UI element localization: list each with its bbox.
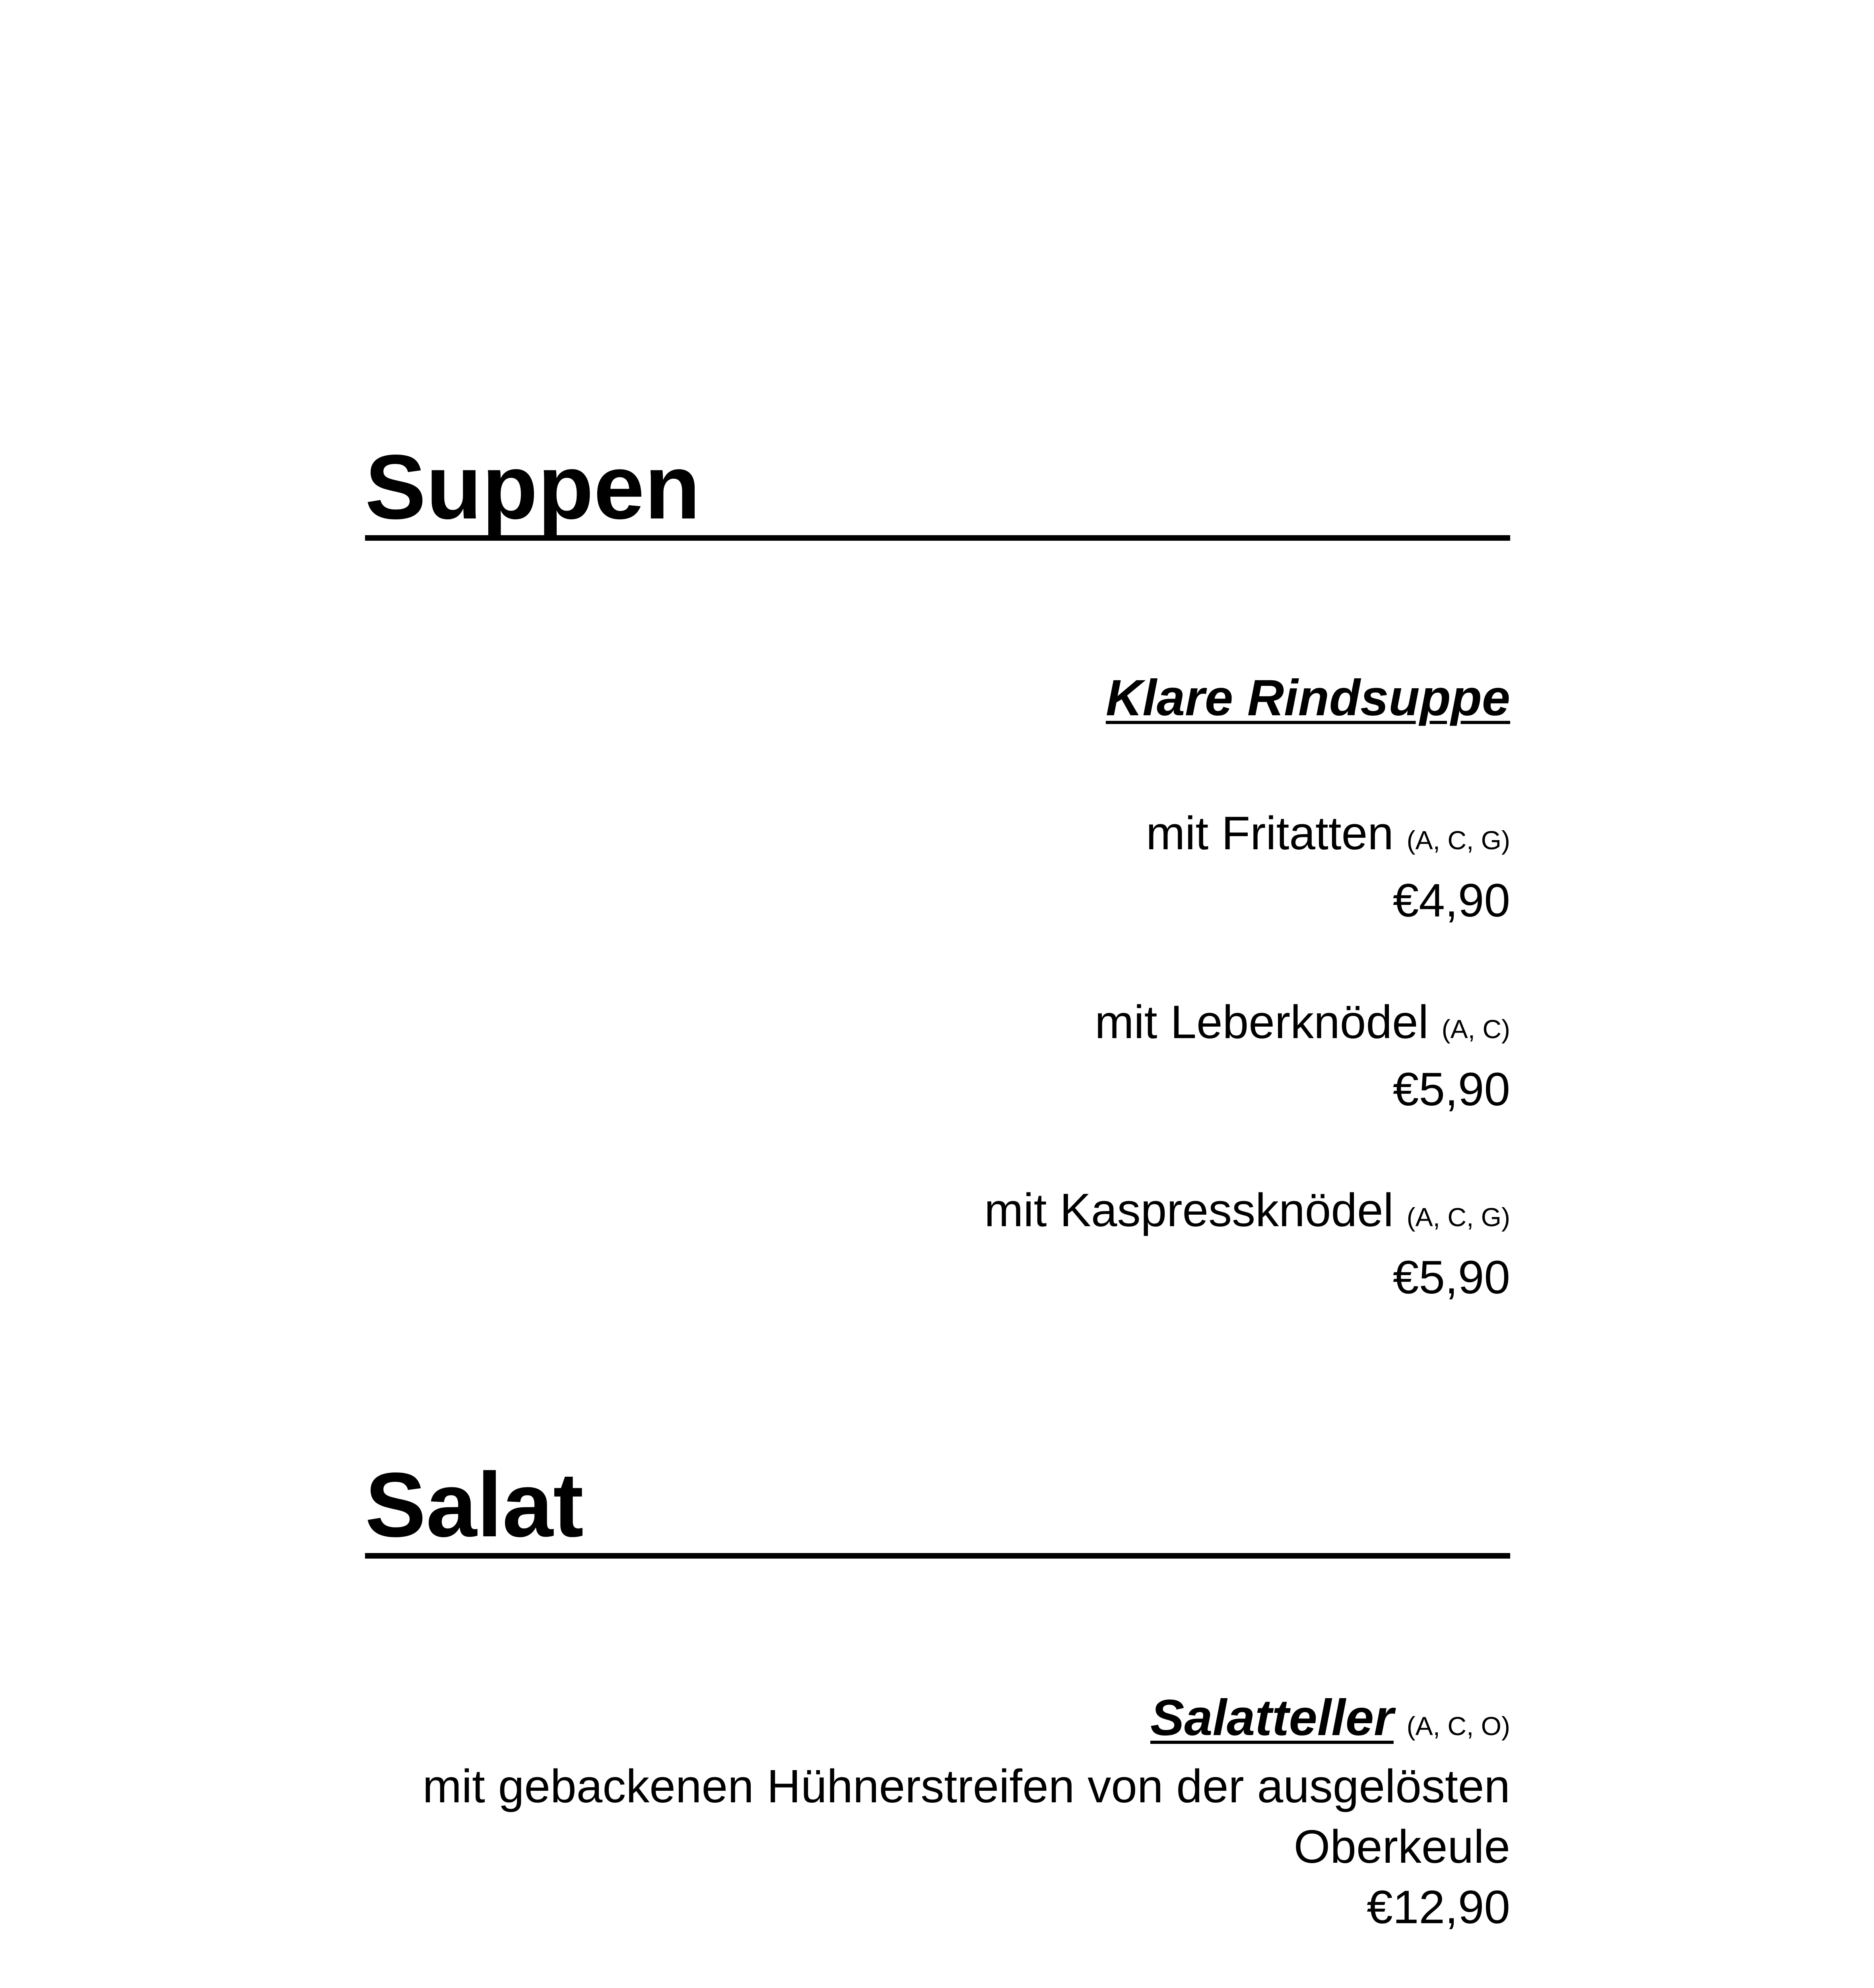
dish-klare-rindsuppe	[1106, 668, 1510, 730]
item-name: mit Leberknödel	[1095, 996, 1429, 1048]
menu-item-salatteller	[413, 1688, 1510, 1938]
section-title-text: Suppen	[365, 436, 701, 538]
item-name: mit Kaspressknödel	[984, 1184, 1394, 1237]
item-price: €12,90	[1367, 1881, 1510, 1934]
menu-item-kaspressknoedel	[984, 1180, 1510, 1308]
dish-title: Salatteller	[1150, 1689, 1394, 1746]
section-title-salat	[365, 1454, 1510, 1559]
menu-item-leberknoedel	[1095, 992, 1510, 1120]
item-allergens: (A, C, G)	[1406, 1202, 1510, 1232]
item-price: €4,90	[1392, 874, 1510, 927]
menu-item-fritatten	[1146, 803, 1510, 931]
dish-title: Klare Rindsuppe	[1105, 670, 1510, 726]
item-allergens: (A, C, G)	[1406, 825, 1510, 855]
item-description: mit gebackenen Hühnerstreifen von der ausgelösten Oberkeule	[422, 1760, 1510, 1873]
item-price: €5,90	[1392, 1063, 1510, 1116]
item-allergens: (A, C)	[1441, 1014, 1510, 1044]
section-title-suppen	[365, 436, 1510, 541]
item-price: €5,90	[1392, 1251, 1510, 1304]
item-allergens: (A, C, O)	[1406, 1711, 1510, 1741]
section-title-text: Salat	[365, 1454, 584, 1556]
item-name: mit Fritatten	[1146, 807, 1394, 860]
